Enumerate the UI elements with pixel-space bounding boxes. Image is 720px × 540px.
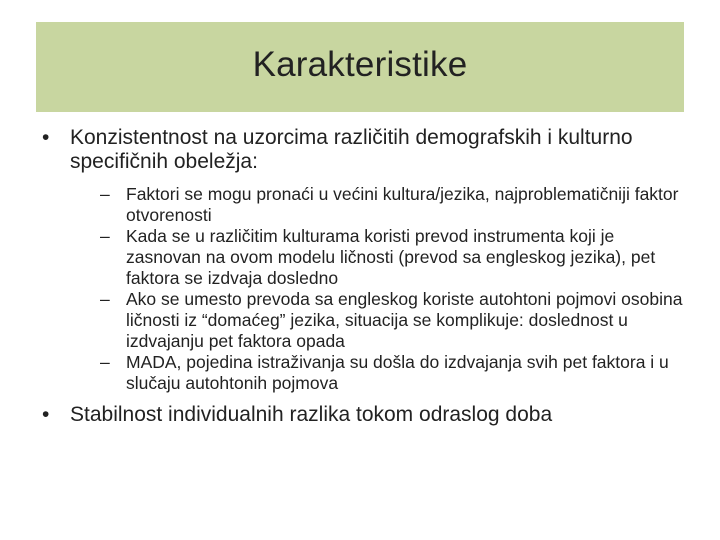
bullet-item [36, 403, 686, 427]
bullet-item [36, 126, 686, 174]
bullet-marker: • [42, 126, 50, 149]
title-band [36, 22, 684, 112]
dash-marker: – [100, 184, 110, 204]
bullet-text: Konzistentnost na uzorcima različitih demografskih i kulturno specifičnih obeležja: [70, 126, 633, 173]
slide-title: Karakteristike [252, 45, 468, 84]
sub-bullet-item [98, 289, 686, 352]
slide-content [36, 126, 686, 427]
sub-bullet-item [98, 184, 686, 226]
dash-marker: – [100, 352, 110, 372]
sub-bullet-text: MADA, pojedina istraživanja su došla do izdvajanja svih pet faktora i u slučaju autohtonih pojmova [126, 352, 669, 393]
bullet-marker: • [42, 403, 50, 426]
dash-marker: – [100, 289, 110, 309]
sub-bullet-text: Kada se u različitim kulturama koristi prevod instrumenta koji je zasnovan na ovom modelu ličnosti (prevod sa engleskog jezika), pet faktora se izdvaja dosledno [126, 226, 656, 288]
sub-bullet-list [98, 184, 686, 394]
sub-bullet-text: Faktori se mogu pronaći u većini kultura/jezika, najproblematičniji faktor otvorenosti [126, 184, 679, 225]
sub-bullet-item [98, 352, 686, 394]
dash-marker: – [100, 226, 110, 246]
sub-bullet-text: Ako se umesto prevoda sa engleskog koriste autohtoni pojmovi osobina ličnosti iz “domaćeg” jezika, situacija se komplikuje: doslednost u izdvajanju pet faktora opada [126, 289, 683, 351]
bullet-text: Stabilnost individualnih razlika tokom odraslog doba [70, 403, 553, 426]
sub-bullet-item [98, 226, 686, 289]
